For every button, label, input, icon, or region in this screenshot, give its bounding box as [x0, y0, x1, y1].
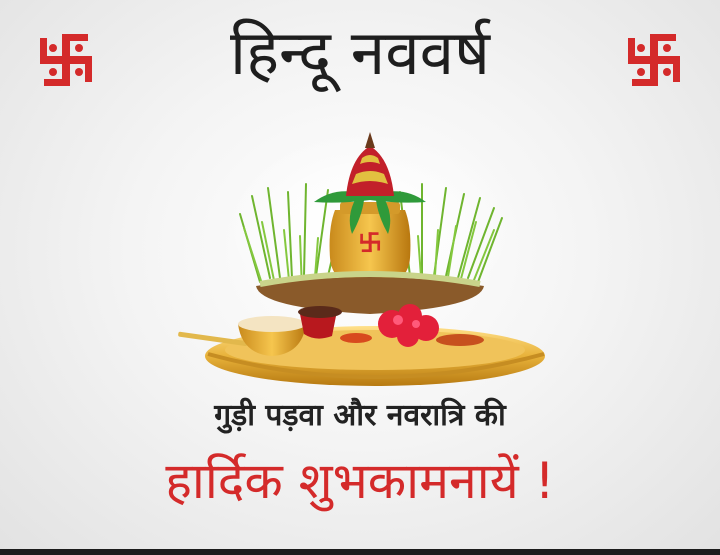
- kalash-puja-thali-illustration: [160, 118, 580, 398]
- greeting-line-occasion: गुड़ी पड़वा और नवरात्रि की: [214, 398, 506, 433]
- page-title: हिन्दू नववर्ष: [230, 16, 490, 89]
- greeting-line-wishes: हार्दिक शुभकामनायें !: [165, 452, 555, 510]
- swastika-icon: [622, 28, 686, 92]
